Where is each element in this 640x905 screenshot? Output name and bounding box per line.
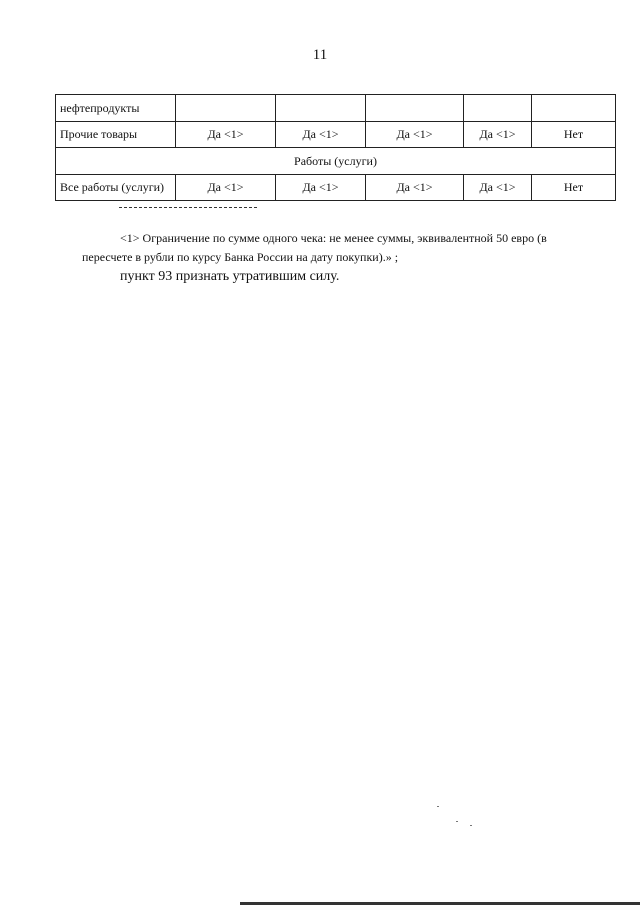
main-paragraph: пункт 93 признать утратившим силу. — [120, 269, 340, 284]
table-row — [56, 175, 616, 201]
table-row — [56, 95, 616, 122]
table-cell — [366, 95, 464, 122]
footnote — [82, 229, 612, 267]
table-cell — [176, 95, 276, 122]
footnote-separator — [119, 207, 257, 208]
row-label: Прочие товары — [56, 122, 176, 148]
footnote-text-1: <1> Ограничение по сумме одного чека: не менее суммы, эквивалентной 50 евро (в — [120, 231, 547, 245]
table-cell: Нет — [532, 175, 616, 201]
table-cell: Да <1> — [464, 122, 532, 148]
scan-speck — [456, 821, 458, 822]
table-cell: Да <1> — [366, 175, 464, 201]
tax-free-table — [55, 94, 616, 201]
table-row — [56, 122, 616, 148]
table-cell: Да <1> — [464, 175, 532, 201]
table-cell — [532, 95, 616, 122]
footnote-line-1 — [82, 229, 612, 248]
scan-speck — [437, 806, 439, 807]
row-label: Все работы (услуги) — [56, 175, 176, 201]
table-cell: Да <1> — [276, 175, 366, 201]
table-cell: Да <1> — [176, 175, 276, 201]
table-section-row — [56, 148, 616, 175]
scan-speck — [470, 825, 472, 826]
table-cell: Нет — [532, 122, 616, 148]
page-number: 11 — [312, 47, 328, 63]
footnote-line-2: пересчете в рубли по курсу Банка России на дату покупки).» ; — [82, 250, 399, 264]
row-label: нефтепродукты — [56, 95, 176, 122]
table-cell — [464, 95, 532, 122]
section-title: Работы (услуги) — [56, 148, 616, 175]
table-cell: Да <1> — [176, 122, 276, 148]
table-cell — [276, 95, 366, 122]
table-cell: Да <1> — [366, 122, 464, 148]
table-cell: Да <1> — [276, 122, 366, 148]
